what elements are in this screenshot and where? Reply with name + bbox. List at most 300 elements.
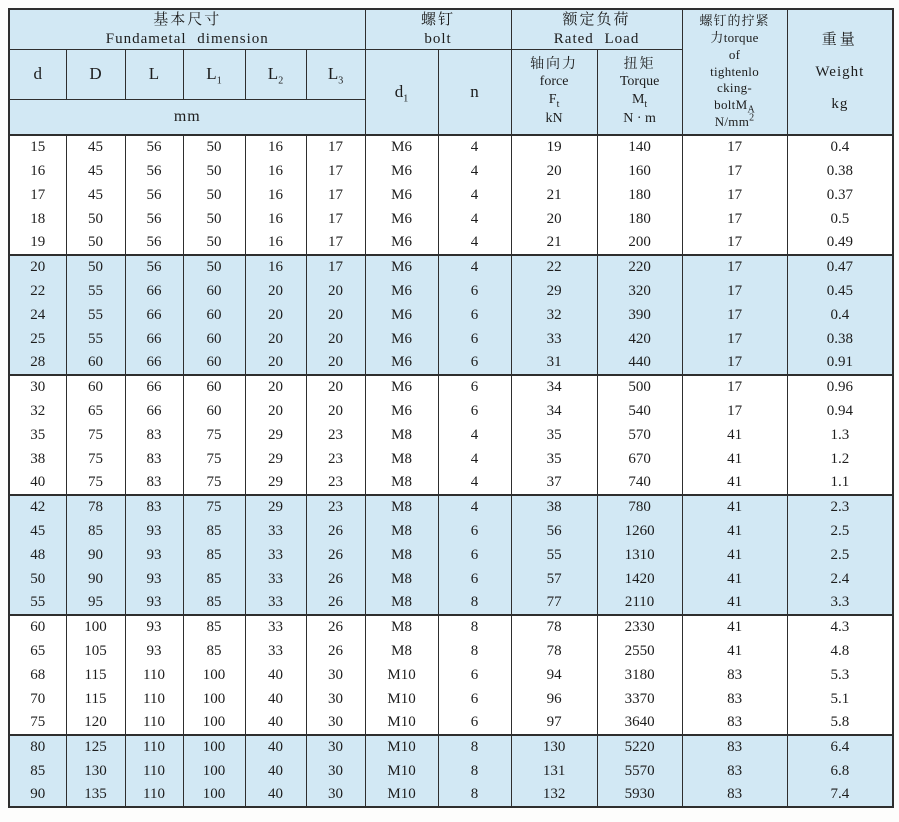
table-cell: 83	[125, 471, 183, 495]
table-cell: 60	[183, 303, 245, 327]
table-cell: 160	[597, 159, 682, 183]
col-header-n: n	[438, 49, 511, 135]
table-cell: 17	[682, 255, 787, 279]
table-cell: 6	[438, 327, 511, 351]
table-cell: 78	[511, 615, 597, 639]
table-cell: M6	[365, 279, 438, 303]
table-cell: 93	[125, 615, 183, 639]
table-cell: 23	[306, 495, 365, 519]
table-cell: 20	[245, 375, 306, 399]
table-cell: 45	[66, 159, 125, 183]
force-symbol: $F_t$	[548, 92, 560, 111]
table-cell: 100	[183, 759, 245, 783]
table-cell: 4	[438, 447, 511, 471]
weight-label-zh: 重量	[821, 31, 858, 48]
table-cell: 440	[597, 351, 682, 375]
table-cell: 66	[125, 327, 183, 351]
table-row	[9, 759, 893, 783]
table-cell: M8	[365, 519, 438, 543]
header-group-bolt	[365, 9, 511, 49]
table-cell: 18	[9, 207, 66, 231]
table-cell: 17	[9, 183, 66, 207]
table-cell: 6	[438, 711, 511, 735]
table-cell: 6	[438, 663, 511, 687]
table-cell: 65	[9, 639, 66, 663]
table-cell: M10	[365, 663, 438, 687]
table-cell: 6	[438, 303, 511, 327]
table-cell: 1310	[597, 543, 682, 567]
table-body	[9, 135, 893, 807]
dimension-label-zh: 基本尺寸	[153, 11, 222, 28]
table-cell: 17	[682, 351, 787, 375]
table-cell: 8	[438, 735, 511, 759]
dimension-label-en: Fundametal dimension	[105, 30, 269, 47]
table-cell: 75	[183, 495, 245, 519]
table-cell: 41	[682, 615, 787, 639]
table-cell: 33	[245, 639, 306, 663]
table-cell: 20	[245, 303, 306, 327]
table-cell: M6	[365, 327, 438, 351]
tightening-line2: 力torque	[710, 29, 759, 45]
table-cell: 75	[9, 711, 66, 735]
table-cell: 75	[183, 471, 245, 495]
table-cell: 4	[438, 255, 511, 279]
table-cell: 96	[511, 687, 597, 711]
table-cell: 60	[183, 351, 245, 375]
table-row	[9, 447, 893, 471]
table-row	[9, 711, 893, 735]
table-cell: 29	[245, 495, 306, 519]
force-label-zh: 轴向力	[530, 56, 579, 72]
table-cell: 4	[438, 495, 511, 519]
table-row	[9, 231, 893, 255]
col-header-L3: $L_3$	[306, 49, 365, 99]
table-cell: 570	[597, 423, 682, 447]
table-cell: 56	[125, 231, 183, 255]
table-cell: 3370	[597, 687, 682, 711]
table-cell: 500	[597, 375, 682, 399]
table-cell: 8	[438, 759, 511, 783]
table-cell: 110	[125, 735, 183, 759]
table-cell: M10	[365, 735, 438, 759]
table-cell: 83	[125, 447, 183, 471]
table-cell: 85	[66, 519, 125, 543]
table-cell: 115	[66, 663, 125, 687]
table-cell: 17	[682, 399, 787, 423]
torque-unit: N · m	[623, 110, 656, 126]
table-cell: 26	[306, 591, 365, 615]
table-cell: 85	[183, 543, 245, 567]
table-cell: M8	[365, 471, 438, 495]
table-cell: 17	[682, 135, 787, 159]
table-row	[9, 327, 893, 351]
table-cell: 93	[125, 639, 183, 663]
table-cell: 83	[682, 759, 787, 783]
table-row	[9, 519, 893, 543]
table-cell: 0.4	[787, 135, 893, 159]
table-row	[9, 135, 893, 159]
table-cell: M10	[365, 711, 438, 735]
table-cell: 23	[306, 447, 365, 471]
table-cell: 180	[597, 183, 682, 207]
table-cell: 100	[183, 663, 245, 687]
table-cell: 45	[66, 183, 125, 207]
table-cell: 115	[66, 687, 125, 711]
weight-label-en: Weight	[815, 64, 865, 81]
table-cell: 33	[245, 615, 306, 639]
table-cell: 0.4	[787, 303, 893, 327]
table-row	[9, 639, 893, 663]
table-cell: 90	[9, 783, 66, 807]
table-cell: M6	[365, 159, 438, 183]
table-cell: 40	[9, 471, 66, 495]
table-cell: 140	[597, 135, 682, 159]
tightening-line7: $N/mm^2$	[714, 112, 755, 130]
table-cell: 1260	[597, 519, 682, 543]
table-cell: 40	[245, 759, 306, 783]
table-cell: 17	[682, 327, 787, 351]
torque-label-en: Torque	[619, 74, 660, 90]
tightening-line4: tightenlo	[710, 63, 760, 79]
table-cell: 94	[511, 663, 597, 687]
table-cell: 68	[9, 663, 66, 687]
col-header-L2: $L_2$	[245, 49, 306, 99]
table-cell: 4.3	[787, 615, 893, 639]
table-cell: 0.37	[787, 183, 893, 207]
table-cell: 4	[438, 207, 511, 231]
table-cell: 17	[306, 255, 365, 279]
table-cell: M8	[365, 639, 438, 663]
table-cell: 60	[183, 399, 245, 423]
table-cell: 20	[245, 351, 306, 375]
table-cell: 56	[125, 159, 183, 183]
table-cell: 120	[66, 711, 125, 735]
table-cell: 2.5	[787, 519, 893, 543]
table-cell: 60	[183, 327, 245, 351]
table-cell: 42	[9, 495, 66, 519]
table-cell: 16	[9, 159, 66, 183]
table-cell: 66	[125, 279, 183, 303]
table-cell: 17	[306, 231, 365, 255]
table-cell: 85	[183, 519, 245, 543]
tightening-line6: boltM$_A$	[714, 97, 755, 116]
table-cell: 29	[245, 423, 306, 447]
table-cell: 8	[438, 615, 511, 639]
table-cell: 56	[125, 135, 183, 159]
table-cell: 56	[125, 255, 183, 279]
table-cell: 60	[66, 351, 125, 375]
table-cell: 50	[183, 231, 245, 255]
table-cell: M6	[365, 255, 438, 279]
table-cell: 0.38	[787, 327, 893, 351]
table-cell: 66	[125, 375, 183, 399]
table-cell: 1.2	[787, 447, 893, 471]
table-cell: 22	[9, 279, 66, 303]
table-cell: 7.4	[787, 783, 893, 807]
torque-symbol: $M_t$	[631, 92, 648, 111]
table-cell: 97	[511, 711, 597, 735]
table-cell: M10	[365, 759, 438, 783]
table-cell: 30	[306, 783, 365, 807]
table-cell: 5.8	[787, 711, 893, 735]
header-group-rated-load	[511, 9, 682, 49]
col-header-L1: $L_1$	[183, 49, 245, 99]
table-cell: 16	[245, 135, 306, 159]
table-cell: 740	[597, 471, 682, 495]
table-cell: 2.5	[787, 543, 893, 567]
table-cell: 6	[438, 375, 511, 399]
table-cell: 29	[245, 447, 306, 471]
table-cell: 48	[9, 543, 66, 567]
table-cell: 90	[66, 567, 125, 591]
table-row	[9, 279, 893, 303]
table-cell: 130	[511, 735, 597, 759]
table-cell: 110	[125, 663, 183, 687]
torque-label-zh: 扭矩	[623, 56, 656, 72]
table-row	[9, 543, 893, 567]
table-cell: 75	[183, 447, 245, 471]
table-cell: 16	[245, 183, 306, 207]
table-cell: 33	[245, 591, 306, 615]
table-cell: 24	[9, 303, 66, 327]
table-cell: 20	[245, 327, 306, 351]
table-row	[9, 159, 893, 183]
table-cell: 40	[245, 663, 306, 687]
table-cell: 4	[438, 135, 511, 159]
table-cell: 20	[245, 399, 306, 423]
header-weight	[787, 9, 893, 135]
table-cell: 125	[66, 735, 125, 759]
force-unit: kN	[545, 110, 563, 126]
table-cell: 40	[245, 687, 306, 711]
table-cell: 26	[306, 519, 365, 543]
header-tightening-torque	[682, 9, 787, 135]
table-cell: 33	[245, 567, 306, 591]
table-cell: 31	[511, 351, 597, 375]
table-cell: 130	[66, 759, 125, 783]
table-cell: 66	[125, 303, 183, 327]
table-cell: 110	[125, 711, 183, 735]
table-cell: 19	[9, 231, 66, 255]
table-cell: 23	[306, 471, 365, 495]
table-cell: 1.3	[787, 423, 893, 447]
table-cell: 60	[9, 615, 66, 639]
table-cell: 0.49	[787, 231, 893, 255]
table-cell: 85	[183, 591, 245, 615]
table-cell: M6	[365, 135, 438, 159]
table-cell: M6	[365, 375, 438, 399]
table-cell: 4	[438, 471, 511, 495]
table-cell: 41	[682, 639, 787, 663]
table-cell: 85	[183, 567, 245, 591]
table-cell: 83	[125, 423, 183, 447]
col-header-d: d	[9, 49, 66, 99]
table-cell: 93	[125, 591, 183, 615]
table-cell: 50	[183, 255, 245, 279]
table-cell: 21	[511, 183, 597, 207]
table-cell: 0.94	[787, 399, 893, 423]
tightening-line5: cking-	[717, 80, 753, 96]
rated-load-label-en: Rated Load	[553, 30, 640, 47]
table-cell: 56	[125, 207, 183, 231]
table-row	[9, 303, 893, 327]
table-row	[9, 471, 893, 495]
table-cell: 4	[438, 423, 511, 447]
table-cell: 17	[682, 375, 787, 399]
table-cell: 25	[9, 327, 66, 351]
table-row	[9, 735, 893, 759]
table-cell: 110	[125, 783, 183, 807]
table-cell: M10	[365, 783, 438, 807]
table-row	[9, 567, 893, 591]
table-cell: M10	[365, 687, 438, 711]
table-cell: M6	[365, 351, 438, 375]
table-cell: 20	[306, 351, 365, 375]
table-header	[9, 9, 893, 135]
weight-unit: kg	[831, 96, 849, 113]
table-cell: 0.45	[787, 279, 893, 303]
table-cell: 17	[682, 231, 787, 255]
table-cell: 0.91	[787, 351, 893, 375]
table-cell: 670	[597, 447, 682, 471]
table-cell: 16	[245, 255, 306, 279]
table-cell: 93	[125, 567, 183, 591]
table-cell: 30	[9, 375, 66, 399]
table-cell: 16	[245, 231, 306, 255]
table-row	[9, 423, 893, 447]
table-cell: 17	[306, 183, 365, 207]
table-cell: 5.3	[787, 663, 893, 687]
table-cell: 20	[511, 207, 597, 231]
table-cell: 20	[306, 375, 365, 399]
table-cell: M6	[365, 183, 438, 207]
table-cell: 41	[682, 471, 787, 495]
table-cell: 75	[66, 471, 125, 495]
table-cell: 20	[511, 159, 597, 183]
table-cell: 65	[66, 399, 125, 423]
table-cell: 6.4	[787, 735, 893, 759]
table-cell: 41	[682, 423, 787, 447]
table-cell: 8	[438, 783, 511, 807]
table-row	[9, 255, 893, 279]
table-cell: 41	[682, 495, 787, 519]
table-cell: 6	[438, 567, 511, 591]
table-cell: 220	[597, 255, 682, 279]
table-cell: 41	[682, 447, 787, 471]
table-cell: 60	[183, 375, 245, 399]
table-cell: 28	[9, 351, 66, 375]
table-cell: 100	[183, 687, 245, 711]
table-cell: 780	[597, 495, 682, 519]
table-cell: 55	[66, 303, 125, 327]
table-cell: M8	[365, 615, 438, 639]
bolt-label-zh: 螺钉	[421, 11, 456, 28]
table-cell: 95	[66, 591, 125, 615]
table-cell: 34	[511, 375, 597, 399]
table-cell: 40	[245, 783, 306, 807]
table-cell: 4	[438, 183, 511, 207]
table-cell: 60	[183, 279, 245, 303]
table-cell: 83	[682, 711, 787, 735]
table-cell: 26	[306, 615, 365, 639]
table-cell: 50	[9, 567, 66, 591]
table-cell: 8	[438, 591, 511, 615]
table-cell: 34	[511, 399, 597, 423]
table-cell: 2.3	[787, 495, 893, 519]
table-cell: 20	[306, 327, 365, 351]
table-cell: 30	[306, 663, 365, 687]
rated-load-label-zh: 额定负荷	[562, 11, 631, 28]
table-cell: 30	[306, 759, 365, 783]
table-cell: 6	[438, 687, 511, 711]
table-cell: 35	[9, 423, 66, 447]
table-cell: 80	[9, 735, 66, 759]
table-cell: 50	[66, 231, 125, 255]
table-cell: 40	[245, 711, 306, 735]
table-row	[9, 687, 893, 711]
table-cell: 85	[183, 615, 245, 639]
table-cell: 0.96	[787, 375, 893, 399]
table-cell: 57	[511, 567, 597, 591]
table-cell: M6	[365, 231, 438, 255]
table-cell: M6	[365, 399, 438, 423]
table-cell: 85	[183, 639, 245, 663]
table-cell: 1420	[597, 567, 682, 591]
table-cell: 8	[438, 639, 511, 663]
table-cell: 17	[306, 135, 365, 159]
table-cell: 32	[9, 399, 66, 423]
table-cell: 1.1	[787, 471, 893, 495]
table-cell: 5220	[597, 735, 682, 759]
table-cell: 3180	[597, 663, 682, 687]
table-cell: 83	[682, 687, 787, 711]
table-cell: 50	[183, 135, 245, 159]
table-cell: 2330	[597, 615, 682, 639]
table-cell: 2110	[597, 591, 682, 615]
table-cell: 85	[9, 759, 66, 783]
table-cell: 56	[511, 519, 597, 543]
table-cell: 26	[306, 543, 365, 567]
table-cell: 78	[511, 639, 597, 663]
table-cell: 23	[306, 423, 365, 447]
table-cell: 50	[66, 255, 125, 279]
table-row	[9, 663, 893, 687]
table-cell: 20	[306, 303, 365, 327]
spec-table	[8, 8, 894, 808]
table-cell: 6	[438, 399, 511, 423]
table-cell: 83	[125, 495, 183, 519]
table-cell: 2550	[597, 639, 682, 663]
table-cell: 50	[66, 207, 125, 231]
table-cell: 4	[438, 231, 511, 255]
table-cell: 6	[438, 543, 511, 567]
table-cell: 15	[9, 135, 66, 159]
table-cell: 50	[183, 159, 245, 183]
table-cell: 35	[511, 447, 597, 471]
table-cell: M8	[365, 423, 438, 447]
table-cell: 32	[511, 303, 597, 327]
table-cell: M8	[365, 447, 438, 471]
table-cell: 17	[682, 183, 787, 207]
table-row	[9, 399, 893, 423]
table-cell: 55	[66, 279, 125, 303]
table-cell: 105	[66, 639, 125, 663]
table-cell: 93	[125, 543, 183, 567]
table-cell: 29	[245, 471, 306, 495]
table-cell: 5930	[597, 783, 682, 807]
table-cell: M6	[365, 303, 438, 327]
header-group-dimension	[9, 9, 365, 49]
